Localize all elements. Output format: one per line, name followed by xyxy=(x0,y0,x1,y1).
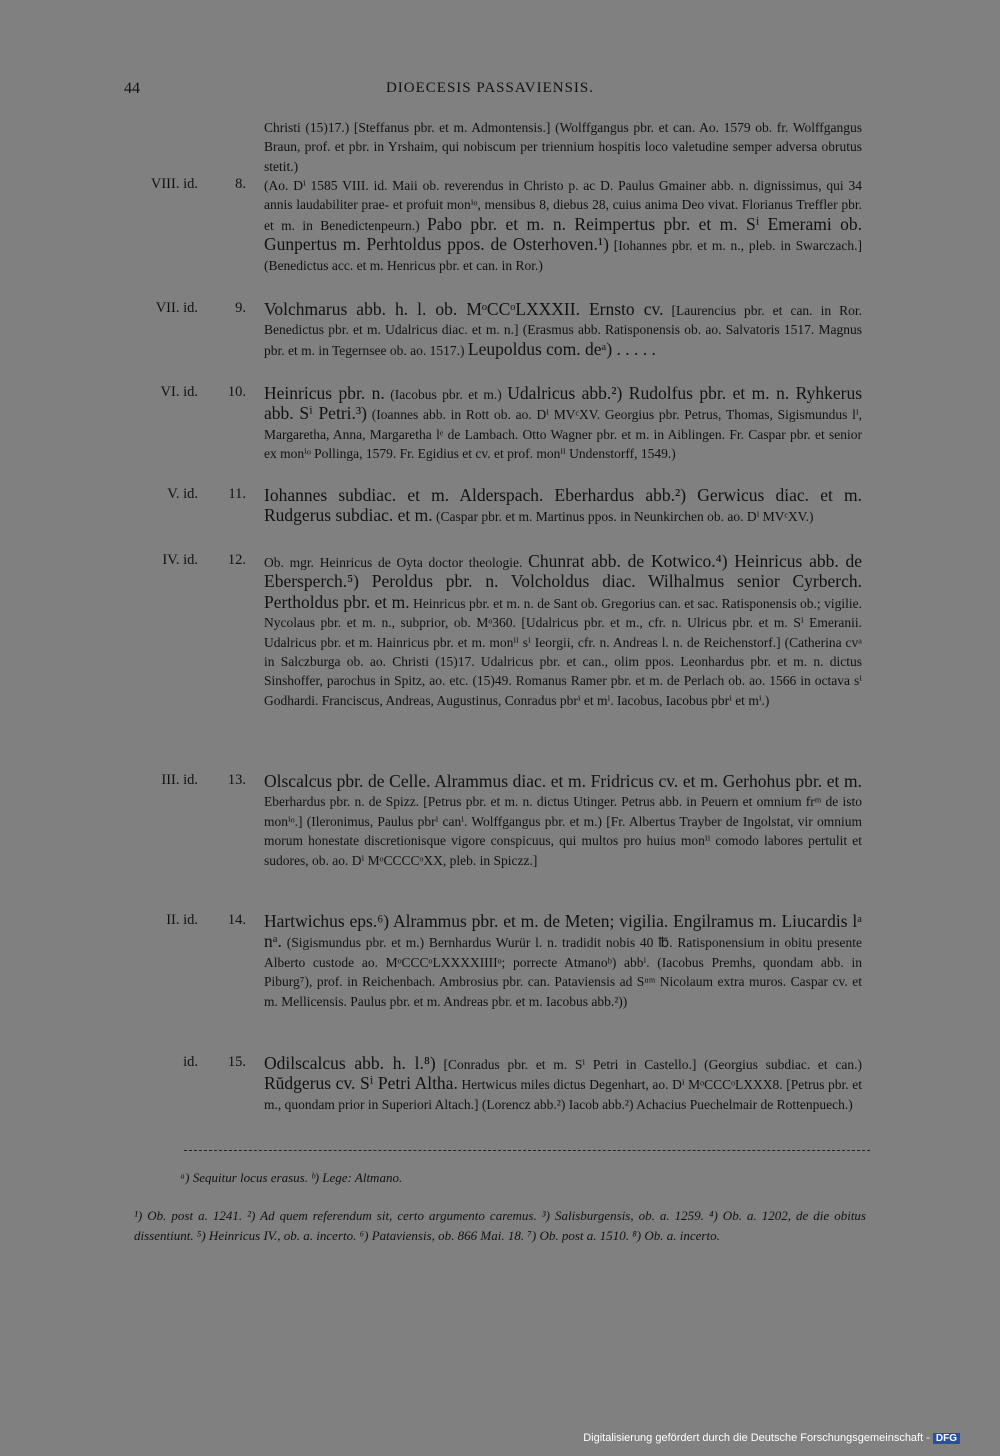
entry-number: 13. xyxy=(227,772,246,788)
entry-text: Hartwichus eps.⁶) Alrammus pbr. et m. de Meten; vigilia. Engilramus m. Liucardis lᵃ nᵃ. (Sigismundus pbr. et m.) Bernhardus Wurür l. n. tradidit nobis 40 ℔. Ratisponensium in obitu presente Alberto custode ao. MᵒCCCᵒLXXXXIIIIᵒ; porrecte Atmanoᵇ) abbⁱ. (Iacobus Premhs, quondam abb. in Piburg⁷), prof. in Reichenbach. Ambrosius pbr. can. Pataviensis ad Sᵘᵐ Nicolaum extra muros. Caspar cv. et m. Mellicensis. Paulus pbr. et m. Andreas pbr. et m. Iacobus abb.²)) xyxy=(264,911,862,1009)
entry-number: 14. xyxy=(227,912,246,928)
entry-number: 8. xyxy=(235,176,246,192)
entry-number: 15. xyxy=(227,1054,246,1070)
running-title: DIOECESIS PASSAVIENSIS. xyxy=(385,80,595,96)
digitization-credit: Digitalisierung gefördert durch die Deutsche Forschungsgemeinschaft - DFG xyxy=(583,1432,960,1444)
entry-text: Olscalcus pbr. de Celle. Alrammus diac. et m. Fridricus cv. et m. Gerhohus pbr. et m. Eberhardus pbr. n. de Spizz. [Petrus pbr. et m. n. dictus Utinger. Petrus abb. in Peuern et omnium frᵐ de isto monⁱᵒ.] (Ileronimus, Paulus pbrⁱ canⁱ. Wolffgangus pbr. et m.) [Fr. Albertus Trayber de Ingolstat, vir omnium morum honestate discretionisque vigore conspicuus, qui multos pro huius monⁱⁱ comodo labores pertulit et sudores, ob. ao. Dⁱ MᵒCCCCᵒXX, pleb. in Spiczz.] xyxy=(264,771,862,868)
entry-date: V. id. xyxy=(167,486,198,502)
entry-text: Odilscalcus abb. h. l.⁸) [Conradus pbr. et m. Sⁱ Petri in Castello.] (Georgius subdiac. et can.) Rŭdgerus cv. Sⁱ Petri Altha. Hertwicus miles dictus Degenhart, ao. Dⁱ MᵒCCCᵒLXXX8. [Petrus pbr. et m., quondam prior in Superiori Altach.] (Lorencz abb.²) Iacob abb.²) Achacius Puechelmair de Rottenpuech.) xyxy=(264,1053,863,1112)
entry-text: Iohannes subdiac. et m. Alderspach. Eberhardus abb.²) Gerwicus diac. et m. Rudgerus subdiac. et m. (Caspar pbr. et m. Martinus ppos. in Neunkirchen ob. ao. Dⁱ MVᶜXV.) xyxy=(264,485,862,526)
page-number: 44 xyxy=(124,80,140,97)
entry-number: 11. xyxy=(228,486,246,502)
entry-text: Volchmarus abb. h. l. ob. MᵒCCᵒLXXXII. Ernsto cv. [Laurencius pbr. et can. in Ror. Benedictus pbr. et m. Udalricus diac. et m. n.] (Erasmus abb. Ratisponensis ob. ao. Salvatoris 1517. Magnus pbr. et m. in Tegernsee ob. ao. 1517.) Leupoldus com. deᵃ) . . . . . xyxy=(264,299,863,359)
entry-number: 12. xyxy=(227,552,246,568)
footnotes-letters: ᵃ) Sequitur locus erasus. ᵇ) Lege: Altmano. xyxy=(180,1170,403,1185)
entry-date: VIII. id. xyxy=(150,176,198,192)
dfg-logo: DFG xyxy=(933,1433,960,1444)
entry-date: VI. id. xyxy=(160,384,198,400)
entry-date: VII. id. xyxy=(155,300,198,316)
entry-text: Christi (15)17.) [Steffanus pbr. et m. Admontensis.] (Wolffgangus pbr. et can. Ao. 1579 ob. fr. Wolffgangus Braun, prof. et pbr. in Yrshaim, qui nobiscum per triennium hospitis loco valetudine semper adversa obrutus stetit.) xyxy=(264,120,862,174)
entry-date: id. xyxy=(183,1054,198,1070)
entry-number: 9. xyxy=(235,300,246,316)
entry-number: 10. xyxy=(227,384,246,400)
entry-date: IV. id. xyxy=(162,552,198,568)
entry-text: Ob. mgr. Heinricus de Oyta doctor theologie. Chunrat abb. de Kotwico.⁴) Heinricus abb. de Ebersperch.⁵) Peroldus pbr. n. Volcholdus diac. Wilhalmus senior Cyrberch. Pertholdus pbr. et m. Heinricus pbr. et m. n. de Sant ob. Gregorius can. et sac. Ratisponensis ob.; vigilie. Nycolaus pbr. et m. n., subprior, ob. Mᵒ360. [Udalricus pbr. et m., cfr. n. Ulricus pbr. et m. Sⁱ Emeranii. Udalricus pbr. et m. Hainricus pbr. et m. monⁱⁱ sⁱ Ieorgii, cfr. n. Andreas l. n. de Reichenstorf.] (Catherina cvᵃ in Salczburga ob. ao. Christi (15)17. Udalricus pbr. et can., olim ppos. Leonhardus pbr. et m. n. dictus Sinshoffer, parochus in Spitz, ao. etc. (15)49. Romanus Ramer pbr. et m. de Perlach ob. ao. 1566 in octava sⁱ Godhardi. Franciscus, Andreas, Augustinus, Conradus pbrⁱ et mⁱ. Iacobus, Iacobus pbrⁱ et mⁱ.) xyxy=(264,551,862,708)
entry-date: III. id. xyxy=(161,772,198,788)
entry-text: (Ao. Dⁱ 1585 VIII. id. Maii ob. reverendus in Christo p. ac D. Paulus Gmainer abb. n. dignissimus, qui 34 annis laudabiliter prae- et profuit monⁱᵒ, mensibus 8, diebus 28, cuius anima Deo vivat. Florianus Treffler pbr. et m. in Benedictenpeurn.) Pabo pbr. et m. n. Reimpertus pbr. et m. Sⁱ Emerami ob. Gunpertus m. Perhtoldus ppos. de Osterhoven.¹) [Iohannes pbr. et m. n., pleb. in Swarczach.] (Benedictus acc. et m. Henricus pbr. et can. in Ror.) xyxy=(264,178,863,273)
entry-date: II. id. xyxy=(166,912,198,928)
footnotes-numbers: ¹) Ob. post a. 1241. ²) Ad quem referendum sit, certo argumento caremus. ³) Salisburgensis, ob. a. 1259. ⁴) Ob. a. 1202, de die obitus dissentiunt. ⁵) Heinricus IV., ob. a. incerto. ⁶) Pataviensis, ob. 866 Mai. 18. ⁷) Ob. post a. 1510. ⁸) Ob. a. incerto. xyxy=(134,1208,866,1243)
footnote-divider xyxy=(184,1150,870,1151)
entry-text: Heinricus pbr. n. (Iacobus pbr. et m.) Udalricus abb.²) Rudolfus pbr. et m. n. Ryhkerus abb. Sⁱ Petri.³) (Ioannes abb. in Rott ob. ao. Dⁱ MVᶜXV. Georgius pbr. Petrus, Thomas, Sigismundus lⁱ, Margaretha, Anna, Margaretha lᵉ de Lambach. Otto Wagner pbr. et m. in Aiblingen. Fr. Caspar pbr. et senior ex monⁱᵒ Pollinga, 1579. Fr. Egidius et cv. et prof. monⁱⁱ Undenstorff, 1549.) xyxy=(264,383,863,462)
